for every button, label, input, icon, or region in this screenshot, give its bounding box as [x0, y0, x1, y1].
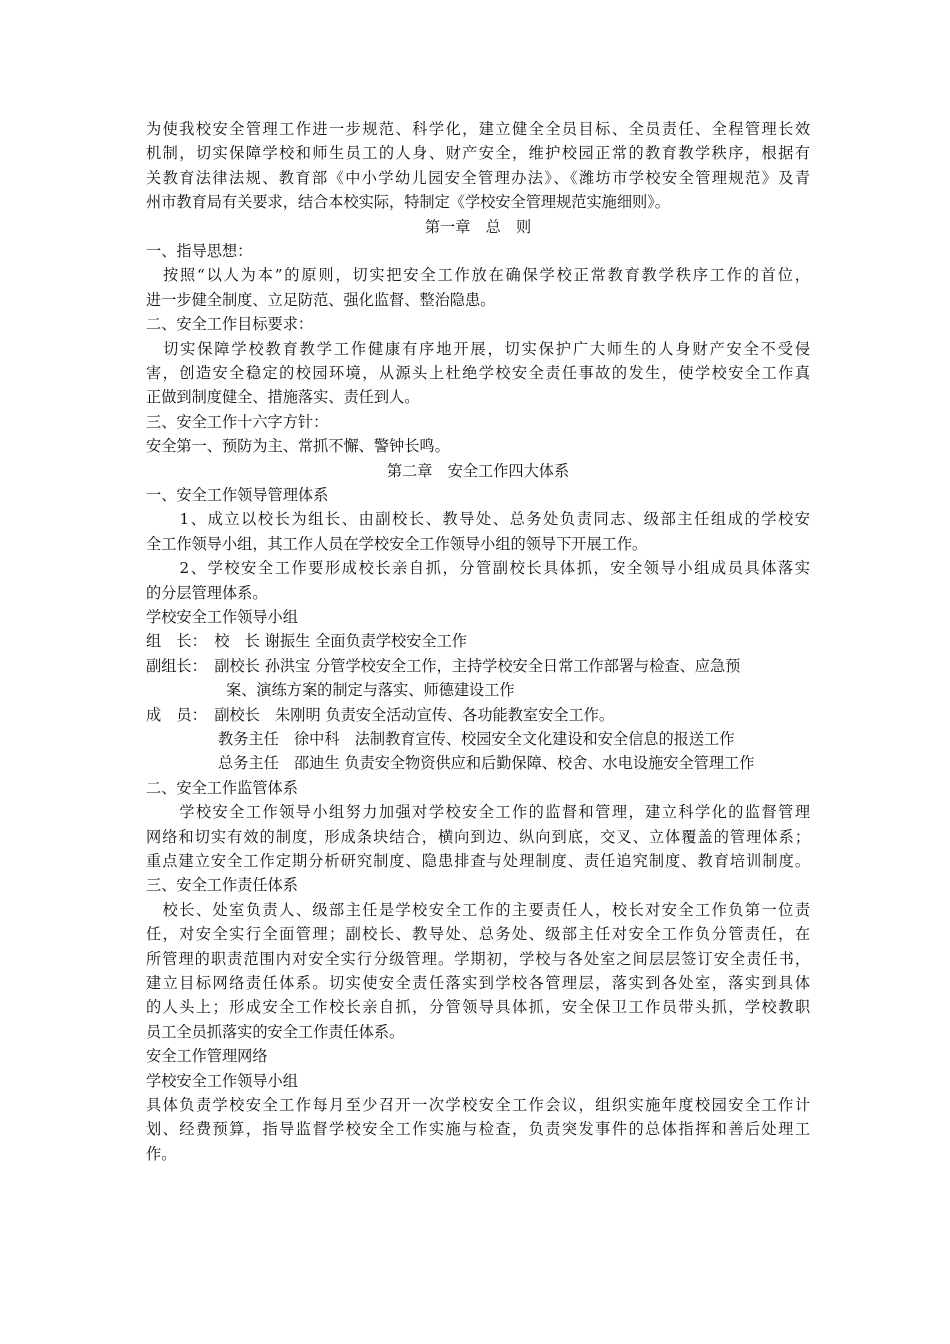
group-member: 教务主任 徐中科 法制教育宣传、校园安全文化建设和安全信息的报送工作 [218, 730, 735, 748]
section-heading: 二、安全工作监管体系 [146, 778, 298, 797]
group-title: 学校安全工作领导小组 [146, 608, 298, 626]
group-leader: 组 长： 校 长 谢振生 全面负责学校安全工作 [146, 632, 467, 651]
intro-line: 州市教育局有关要求，结合本校实际，特制定《学校安全管理规范实施细则》。 [146, 193, 670, 212]
paragraph-line: 重点建立安全工作定期分析研究制度、隐患排查与处理制度、责任追究制度、教育培训制度。 [146, 852, 810, 870]
intro-line: 为使我校安全管理工作进一步规范、科学化，建立健全全员目标、全员责任、全程管理长效 [146, 120, 810, 138]
network-title: 安全工作管理网络 [146, 1047, 268, 1066]
paragraph-line: 进一步健全制度、立足防范、强化监督、整治隐患。 [146, 290, 496, 309]
group-vice-leader-cont: 案、演练方案的制定与落实、师德建设工作 [226, 681, 515, 700]
paragraph-line: 建立目标网络责任体系。切实使安全责任落实到学校各管理层，落实到各处室，落实到具体 [146, 974, 810, 992]
paragraph-line: 切实保障学校教育教学工作健康有序地开展，切实保护广大师生的人身财产安全不受侵 [146, 339, 810, 358]
group-vice-leader: 副组长： 副校长 孙洪宝 分管学校安全工作，主持学校安全日常工作部署与检查、应急预 [146, 656, 741, 675]
paragraph-line: 具体负责学校安全工作每月至少召开一次学校安全工作会议，组织实施年度校园安全工作计 [146, 1096, 810, 1114]
section-heading: 二、安全工作目标要求： [146, 315, 314, 334]
paragraph-line: 全工作领导小组，其工作人员在学校安全工作领导小组的领导下开展工作。 [146, 534, 648, 553]
paragraph-line: 安全第一、预防为主、常抓不懈、警钟长鸣。 [146, 437, 450, 456]
paragraph-line: 的人头上；形成安全工作校长亲自抓，分管领导具体抓，安全保卫工作员带头抓，学校教职 [146, 998, 810, 1017]
paragraph-line: 任，对安全实行全面管理；副校长、教导处、总务处、级部主任对安全工作负分管责任，在 [146, 925, 810, 944]
paragraph-line: 校长、处室负责人、级部主任是学校安全工作的主要责任人，校长对安全工作负第一位责 [146, 900, 810, 919]
chapter-title: 第一章 总 则 [424, 217, 532, 236]
paragraph-line: 2、学校安全工作要形成校长亲自抓，分管副校长具体抓，安全领导小组成员具体落实 [146, 559, 810, 578]
paragraph-line: 害，创造安全稳定的校园环境，从源头上杜绝学校安全责任事故的发生，使学校安全工作真 [146, 364, 810, 382]
group-member: 成 员： 副校长 朱刚明 负责安全活动宣传、各功能教室安全工作。 [146, 705, 615, 724]
section-heading: 一、指导思想： [146, 242, 253, 260]
paragraph-line: 的分层管理体系。 [146, 583, 268, 602]
paragraph-line: 按照“以人为本”的原则，切实把安全工作放在确保学校正常教育教学秩序工作的首位， [146, 266, 810, 285]
intro-line: 机制，切实保障学校和师生员工的人身、财产安全，维护校园正常的教育教学秩序，根据有 [146, 144, 810, 163]
paragraph-line: 作。 [146, 1144, 177, 1163]
intro-line: 关教育法律法规、教育部《中小学幼儿园安全管理办法》、《潍坊市学校安全管理规范》及青 [146, 168, 810, 187]
section-heading: 三、安全工作责任体系 [146, 876, 298, 895]
section-heading: 一、安全工作领导管理体系 [146, 486, 329, 504]
paragraph-line: 员工全员抓落实的安全工作责任体系。 [146, 1022, 405, 1041]
paragraph-line: 正做到制度健全、措施落实、责任到人。 [146, 388, 420, 407]
group-member: 总务主任 邵迪生 负责安全物资供应和后勤保障、校舍、水电设施安全管理工作 [218, 754, 755, 773]
paragraph-line: 网络和切实有效的制度，形成条块结合，横向到边、纵向到底，交叉、立体覆盖的管理体系； [146, 827, 810, 846]
paragraph-line: 划、经费预算，指导监督学校安全工作实施与检查，负责突发事件的总体指挥和善后处理工 [146, 1120, 810, 1139]
group-title: 学校安全工作领导小组 [146, 1071, 298, 1090]
section-heading: 三、安全工作十六字方针： [146, 412, 329, 431]
paragraph-line: 1、成立以校长为组长、由副校长、教导处、总务处负责同志、级部主任组成的学校安 [146, 510, 810, 529]
paragraph-line: 所管理的职责范围内对安全实行分级管理。学期初，学校与各处室之间层层签订安全责任书， [146, 949, 810, 968]
chapter-title: 第二章 安全工作四大体系 [386, 461, 570, 480]
paragraph-line: 学校安全工作领导小组努力加强对学校安全工作的监督和管理，建立科学化的监督管理 [146, 803, 810, 822]
